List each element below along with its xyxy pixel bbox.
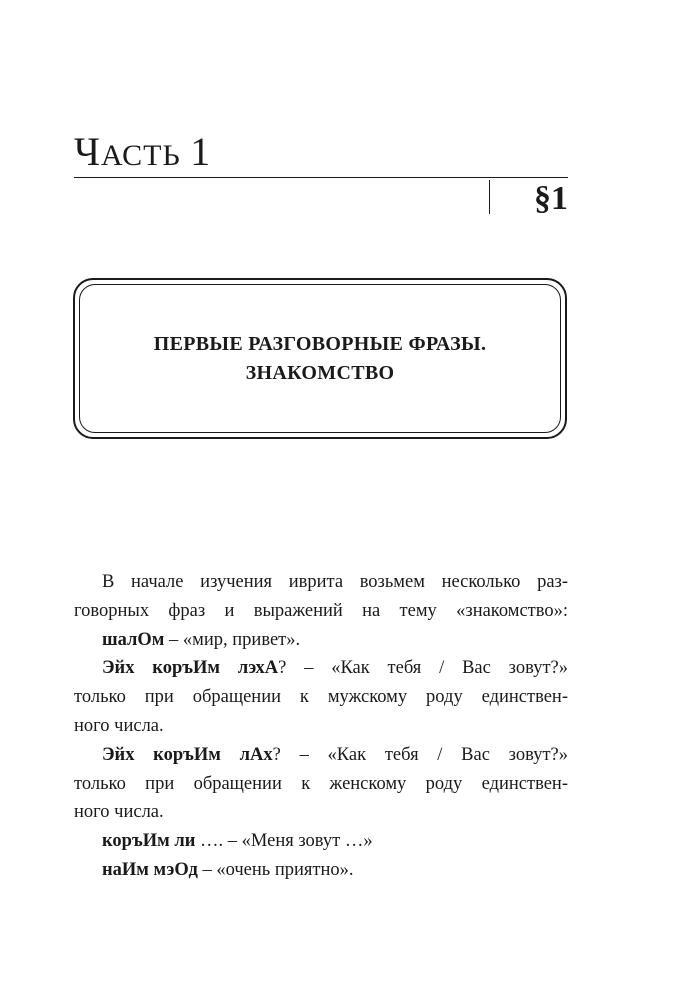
section-number: §1	[534, 180, 568, 217]
intro-line-1: В начале изучения иврита возьмем несколько раз-	[102, 572, 568, 592]
phrase-meaning: …. – «Меня зовут …»	[195, 831, 373, 852]
phrase-meaning: – «мир, привет».	[164, 629, 301, 650]
topic-box	[73, 278, 567, 439]
phrase-note-line-1: только при обращении к женскому роду единствен-	[74, 773, 568, 794]
topic-box-inner	[79, 284, 561, 433]
phrase-term: Эйх коръИм лэхА	[102, 658, 279, 679]
phrase-meaning: – «очень приятно».	[197, 859, 354, 880]
phrase-koreim-li	[74, 827, 568, 856]
phrase-term: шалОм	[102, 629, 165, 650]
phrase-note-line-2: ного числа.	[74, 715, 164, 736]
phrase-meaning: ? – «Как тебя / Вас зовут?»	[272, 744, 569, 765]
part-title-initial: Ч	[74, 129, 101, 174]
part-title	[74, 129, 212, 174]
header-rule	[74, 177, 568, 178]
phrase-meaning: ? – «Как тебя / Вас зовут?»	[278, 658, 569, 679]
phrase-term: Эйх коръИм лАх	[102, 744, 273, 765]
section-divider	[489, 180, 490, 214]
phrase-term: коръИм ли	[102, 831, 196, 852]
phrase-shalom	[74, 626, 568, 655]
intro-line-2: говорных фраз и выражений на тему «знакомство»:	[74, 600, 568, 621]
part-title-rest: АСТЬ	[101, 139, 181, 172]
phrase-note-line-1: только при обращении к мужскому роду единствен-	[74, 687, 568, 708]
phrase-eich-masc	[74, 654, 568, 683]
topic-title-line-2: ЗНАКОМСТВО	[245, 361, 395, 384]
topic-title-line-1: ПЕРВЫЕ РАЗГОВОРНЫЕ ФРАЗЫ.	[153, 332, 487, 355]
body-text	[74, 568, 568, 885]
phrase-note-line-2: ного числа.	[74, 802, 164, 823]
phrase-term: наИм мэОд	[102, 859, 198, 880]
phrase-naim-meod	[74, 856, 568, 885]
phrase-eich-fem	[74, 741, 568, 770]
part-number: 1	[190, 129, 212, 174]
